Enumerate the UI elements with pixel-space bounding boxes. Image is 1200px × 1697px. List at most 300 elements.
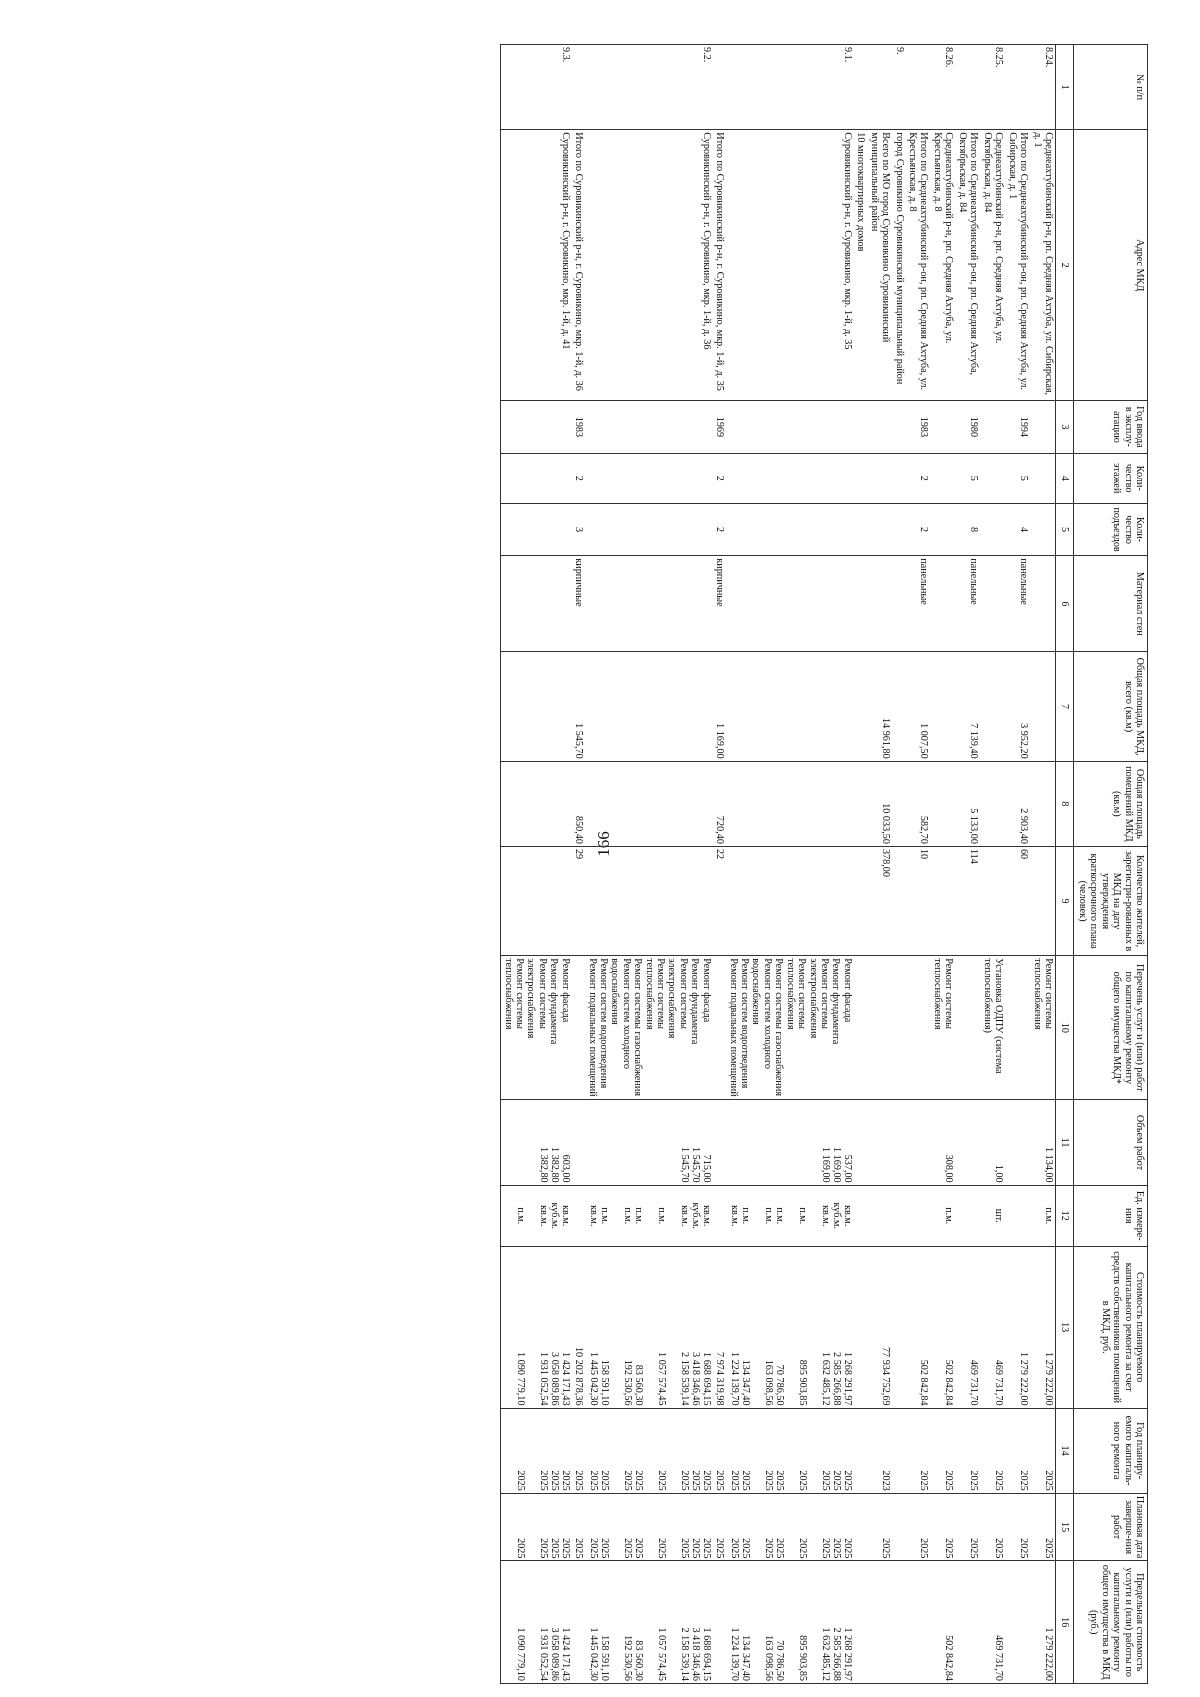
entrances: 2 <box>713 503 726 555</box>
table-row <box>955 45 980 1684</box>
end-date-cell <box>1030 1493 1056 1561</box>
premises-area <box>930 761 955 846</box>
unit: шт. <box>993 1208 1005 1223</box>
unit: п.м. <box>632 1207 644 1225</box>
planned-cost: 192 530,56 <box>621 1359 633 1406</box>
wall-material <box>867 556 892 652</box>
unit-cell <box>1030 1185 1056 1246</box>
end-date: 2025 <box>830 1538 842 1559</box>
planned-cost: 70 786,50 <box>773 1364 785 1406</box>
column-header: Материал стен <box>1074 556 1148 652</box>
plan-year: 2025 <box>830 1470 842 1491</box>
floors: 2 <box>713 453 726 503</box>
table-row <box>867 45 892 1684</box>
residents <box>930 846 955 955</box>
planned-cost-cell <box>980 1246 1005 1408</box>
year-built <box>892 401 905 453</box>
unit-cell <box>585 1185 713 1246</box>
max-cost-cell <box>892 1561 905 1684</box>
planned-cost-cell <box>892 1246 905 1408</box>
premises-area: 5 133,00 <box>955 761 980 846</box>
work-volume <box>633 1102 644 1182</box>
max-cost: 469 731,70 <box>993 1635 1005 1681</box>
unit: п.м. <box>739 1207 751 1225</box>
plan-year: 2025 <box>714 1470 726 1491</box>
column-header: № п/п <box>1074 45 1148 130</box>
end-date: 2025 <box>918 1538 930 1559</box>
repair-plan-table <box>500 44 1148 1684</box>
wall-material: кирпичные <box>713 556 726 652</box>
row-number <box>906 45 931 130</box>
column-number: 13 <box>1056 1246 1074 1408</box>
plan-year: 2025 <box>537 1470 549 1491</box>
end-date: 2025 <box>943 1538 955 1559</box>
unit: п.м. <box>796 1207 808 1225</box>
planned-cost: 83 560,30 <box>632 1364 644 1406</box>
floors <box>867 453 892 503</box>
plan-year: 2025 <box>773 1470 785 1491</box>
plan-year: 2025 <box>1018 1470 1030 1491</box>
plan-year: 2025 <box>632 1470 644 1491</box>
plan-year: 2025 <box>559 1470 571 1491</box>
wall-material <box>980 556 1005 652</box>
unit-cell <box>713 1185 726 1246</box>
plan-year-cell <box>585 1408 713 1493</box>
work-item: Ремонт системы теплоснабжения <box>784 958 808 1030</box>
unit: кв.м. <box>559 1205 571 1227</box>
work-volume-cell <box>955 1100 980 1185</box>
unit: куб.м. <box>548 1202 560 1229</box>
column-number: 9 <box>1056 846 1074 955</box>
year-built <box>501 401 572 453</box>
max-cost-cell <box>1030 1561 1056 1684</box>
unit-cell <box>867 1185 892 1246</box>
wall-material <box>930 556 955 652</box>
work-volume-cell <box>726 1100 854 1185</box>
address: Итого по Среднеахтубинский р-он, рп. Средняя Ахтуба, Октябрьская, д. 84 <box>955 130 980 401</box>
wall-material <box>585 556 713 652</box>
plan-year-cell <box>1030 1408 1056 1493</box>
end-date-cell <box>713 1493 726 1561</box>
work-volume: 537,00 <box>841 1154 853 1183</box>
planned-cost: 1 224 139,70 <box>728 1352 740 1406</box>
work-volume: 715,00 <box>700 1154 712 1183</box>
table-row <box>892 45 905 1684</box>
wall-material: панельные <box>906 556 931 652</box>
column-number: 5 <box>1056 503 1074 555</box>
end-date: 2025 <box>700 1538 712 1559</box>
plan-year: 2023 <box>880 1470 892 1491</box>
wall-material <box>892 556 905 652</box>
year-built <box>585 401 713 453</box>
work-volume: 1 169,00 <box>830 1146 842 1183</box>
work-item: Установка ОДПУ (система теплоснабжения) <box>981 958 1005 1074</box>
end-date: 2025 <box>655 1538 667 1559</box>
plan-year: 2025 <box>1043 1470 1055 1491</box>
max-cost: 134 347,40 <box>739 1635 751 1681</box>
planned-cost: 1 688 694,15 <box>700 1352 712 1406</box>
end-date-cell <box>726 1493 854 1561</box>
end-date: 2025 <box>968 1538 980 1559</box>
year-built: 1983 <box>572 401 585 453</box>
residents: 60 <box>1005 846 1030 955</box>
plan-year: 2025 <box>700 1470 712 1491</box>
work-volume-cell <box>892 1100 905 1185</box>
end-date: 2025 <box>514 1538 526 1559</box>
planned-cost: 895 903,85 <box>796 1359 808 1406</box>
max-cost-cell <box>726 1561 854 1684</box>
wall-material: панельные <box>1005 556 1030 652</box>
column-number: 2 <box>1056 130 1074 401</box>
work-item: Ремонт подвальных помещений <box>586 958 598 1097</box>
work-item-cell <box>930 956 955 1100</box>
column-header: Объем работ <box>1074 1100 1148 1185</box>
column-number: 10 <box>1056 956 1074 1100</box>
year-built <box>1030 401 1056 453</box>
premises-area <box>585 761 713 846</box>
column-header: Ед. измере-ния <box>1074 1185 1148 1246</box>
max-cost-cell <box>867 1561 892 1684</box>
planned-cost: 3 058 089,86 <box>548 1352 560 1406</box>
end-date-cell <box>854 1493 867 1561</box>
floors: 2 <box>572 453 585 503</box>
table-row <box>1005 45 1030 1684</box>
column-header: Плановая дата заверше-ния работ <box>1074 1493 1148 1561</box>
plan-year: 2025 <box>598 1470 610 1491</box>
table-row <box>854 45 867 1684</box>
planned-cost-cell <box>867 1246 892 1408</box>
max-cost-cell <box>906 1561 931 1684</box>
address: Среднеахтубинский р-н, рп. Средняя Ахтуба, ул. Сибирская, д. 1 <box>1030 130 1056 401</box>
end-date: 2025 <box>598 1538 610 1559</box>
header-number-row <box>1056 45 1074 1684</box>
end-date: 2025 <box>728 1538 740 1559</box>
unit-cell <box>501 1185 572 1246</box>
work-volume-cell <box>1005 1100 1030 1185</box>
year-built <box>726 401 854 453</box>
unit: кв.м. <box>819 1205 831 1227</box>
planned-cost-cell <box>501 1246 572 1408</box>
work-item: Ремонт системы электроснабжения <box>525 958 548 1039</box>
max-cost: 1 090 779,10 <box>514 1627 526 1681</box>
residents <box>726 846 854 955</box>
column-number: 16 <box>1056 1561 1074 1684</box>
max-cost: 192 530,56 <box>621 1635 633 1681</box>
planned-cost: 469 731,70 <box>993 1359 1005 1406</box>
row-number <box>572 45 585 130</box>
planned-cost: 1 268 291,97 <box>841 1352 853 1406</box>
planned-cost-cell <box>930 1246 955 1408</box>
row-number: 9.1. <box>726 45 854 130</box>
total-area <box>726 652 854 761</box>
total-area <box>1030 652 1056 761</box>
planned-cost: 158 591,10 <box>598 1359 610 1406</box>
end-date: 2025 <box>559 1538 571 1559</box>
header-row <box>1074 45 1148 1684</box>
end-date: 2025 <box>762 1538 774 1559</box>
table-row <box>572 45 585 1684</box>
plan-year: 2025 <box>739 1470 751 1491</box>
work-volume <box>503 1102 526 1182</box>
planned-cost-cell <box>1030 1246 1056 1408</box>
planned-cost: 1 424 171,43 <box>559 1352 571 1406</box>
column-header: Год планиру-емого капиталь-ного ремонта <box>1074 1408 1148 1493</box>
address: Всего по МО город Суровикино Суровикинский муниципальный район <box>867 130 892 401</box>
premises-area: 2 903,40 <box>1005 761 1030 846</box>
work-volume <box>610 1102 633 1182</box>
work-volume-cell <box>585 1100 713 1185</box>
end-date: 2025 <box>880 1538 892 1559</box>
end-date: 2025 <box>819 1538 831 1559</box>
max-cost-cell <box>585 1561 713 1684</box>
planned-cost-cell <box>854 1246 867 1408</box>
max-cost: 3 418 346,46 <box>689 1627 701 1681</box>
end-date: 2025 <box>841 1538 853 1559</box>
unit: кв.м. <box>678 1205 690 1227</box>
total-area <box>930 652 955 761</box>
unit-cell <box>726 1185 854 1246</box>
plan-year-cell <box>930 1408 955 1493</box>
column-header: Год ввода в эксплу-атацию <box>1074 401 1148 453</box>
end-date: 2025 <box>773 1538 785 1559</box>
premises-area: 582,70 <box>906 761 931 846</box>
work-item: Ремонт систем холодного водоснабжения <box>609 958 632 1070</box>
table-row <box>713 45 726 1684</box>
row-number: 8.24. <box>1030 45 1056 130</box>
column-header: Общая площадь МКД, всего (кв.м) <box>1074 652 1148 761</box>
work-item: Ремонт фундамента <box>830 958 842 1045</box>
planned-cost: 1 632 485,12 <box>819 1352 831 1406</box>
planned-cost: 163 098,56 <box>762 1359 774 1406</box>
end-date: 2025 <box>714 1538 726 1559</box>
entrances <box>726 503 854 555</box>
unit-cell <box>930 1185 955 1246</box>
floors <box>892 453 905 503</box>
end-date: 2025 <box>796 1538 808 1559</box>
unit: куб.м. <box>830 1202 842 1229</box>
work-item: Ремонт систем холодного водоснабжения <box>750 958 773 1070</box>
max-cost: 502 842,84 <box>943 1635 955 1681</box>
entrances <box>585 503 713 555</box>
column-number: 6 <box>1056 556 1074 652</box>
column-number: 11 <box>1056 1100 1074 1185</box>
wall-material <box>726 556 854 652</box>
residents <box>892 846 905 955</box>
floors: 5 <box>1005 453 1030 503</box>
entrances <box>1030 503 1056 555</box>
premises-area <box>1030 761 1056 846</box>
plan-year: 2025 <box>993 1470 1005 1491</box>
work-item: Ремонт фасада <box>559 958 571 1023</box>
address: Суровикинский р-н, г. Суровикино, мкр. 1-й, д. 41 <box>501 130 572 401</box>
premises-area <box>980 761 1005 846</box>
unit: кв.м. <box>587 1205 599 1227</box>
work-item-cell <box>713 956 726 1100</box>
total-area <box>501 652 572 761</box>
work-volume: 1 545,70 <box>678 1146 690 1183</box>
residents <box>501 846 572 955</box>
planned-cost: 1 279 222,00 <box>1018 1352 1030 1406</box>
wall-material <box>854 556 867 652</box>
planned-cost-cell <box>572 1246 585 1408</box>
work-item-cell <box>854 956 867 1100</box>
work-volume-cell <box>930 1100 955 1185</box>
row-number: 9.3. <box>501 45 572 130</box>
planned-cost: 1 931 052,54 <box>537 1352 549 1406</box>
work-item: Ремонт системы теплоснабжения <box>502 958 526 1030</box>
planned-cost: 10 202 878,36 <box>573 1346 585 1406</box>
work-volume-cell <box>713 1100 726 1185</box>
planned-cost-cell <box>713 1246 726 1408</box>
work-item: Ремонт подвальных помещений <box>727 958 739 1097</box>
work-item: Ремонт системы теплоснабжения <box>643 958 667 1030</box>
work-volume: 1 382,80 <box>548 1146 560 1183</box>
residents: 114 <box>955 846 980 955</box>
end-date: 2025 <box>587 1538 599 1559</box>
max-cost: 1 424 171,43 <box>559 1627 571 1681</box>
column-number: 15 <box>1056 1493 1074 1561</box>
planned-cost: 502 842,84 <box>918 1359 930 1406</box>
address: Итого по Суровикинский р-н, г. Суровикино, мкр. 1-й, д. 36 <box>572 130 585 401</box>
rotated-table-container <box>50 44 1148 1684</box>
year-built <box>867 401 892 453</box>
planned-cost: 2 585 266,88 <box>830 1352 842 1406</box>
work-item: Ремонт фасада <box>700 958 712 1023</box>
planned-cost: 469 731,70 <box>968 1359 980 1406</box>
premises-area: 850,40 <box>572 761 585 846</box>
plan-year-cell <box>892 1408 905 1493</box>
residents: 10 <box>906 846 931 955</box>
unit-cell <box>955 1185 980 1246</box>
work-item: Ремонт фасада <box>841 958 853 1023</box>
column-number: 1 <box>1056 45 1074 130</box>
column-header: Адрес МКД <box>1074 130 1148 401</box>
column-number: 14 <box>1056 1408 1074 1493</box>
work-volume <box>785 1102 808 1182</box>
year-built <box>854 401 867 453</box>
end-date: 2025 <box>548 1538 560 1559</box>
plan-year: 2025 <box>548 1470 560 1491</box>
planned-cost: 1 090 779,10 <box>514 1352 526 1406</box>
unit-cell <box>572 1185 585 1246</box>
max-cost: 2 158 539,14 <box>678 1627 690 1681</box>
premises-area: 10 033,50 <box>867 761 892 846</box>
column-number: 7 <box>1056 652 1074 761</box>
max-cost: 1 688 694,15 <box>700 1627 712 1681</box>
work-item-cell <box>867 956 892 1100</box>
work-item: Ремонт фундамента <box>548 958 560 1045</box>
planned-cost-cell <box>906 1246 931 1408</box>
work-volume <box>644 1102 667 1182</box>
floors <box>501 453 572 503</box>
unit-cell <box>980 1185 1005 1246</box>
planned-cost-cell <box>585 1246 713 1408</box>
address: Итого по Суровикинский р-н, г. Суровикино, мкр. 1-й, д. 35 <box>713 130 726 401</box>
work-volume: 1 134,00 <box>1043 1146 1055 1183</box>
planned-cost-cell <box>955 1246 980 1408</box>
planned-cost: 2 158 539,14 <box>678 1352 690 1406</box>
end-date: 2025 <box>993 1538 1005 1559</box>
total-area: 14 961,80 <box>867 652 892 761</box>
address: Суровикинский р-н, г. Суровикино, мкр. 1-й, д. 35 <box>726 130 854 401</box>
row-number: 9. <box>892 45 905 130</box>
work-volume-cell <box>906 1100 931 1185</box>
work-volume: 603,00 <box>559 1154 571 1183</box>
residents: 22 <box>713 846 726 955</box>
end-date: 2025 <box>689 1538 701 1559</box>
plan-year: 2025 <box>796 1470 808 1491</box>
planned-cost: 77 934 752,69 <box>880 1346 892 1406</box>
column-header: Количество жителей, зарегистри-рованных в МКД на дату утверждения краткосрочного плана (человек) <box>1074 846 1148 955</box>
table-row <box>585 45 713 1684</box>
end-date-cell <box>585 1493 713 1561</box>
work-volume-cell <box>572 1100 585 1185</box>
floors <box>980 453 1005 503</box>
floors <box>1030 453 1056 503</box>
plan-year-cell <box>906 1408 931 1493</box>
max-cost-cell <box>955 1561 980 1684</box>
column-header: Общая площадь помещений МКД (кв.м) <box>1074 761 1148 846</box>
entrances: 4 <box>1005 503 1030 555</box>
work-item: Ремонт системы газоснабжения <box>632 958 644 1097</box>
end-date: 2025 <box>1018 1538 1030 1559</box>
max-cost: 83 560,30 <box>632 1640 644 1681</box>
premises-area <box>854 761 867 846</box>
wall-material <box>501 556 572 652</box>
planned-cost: 1 057 574,45 <box>655 1352 667 1406</box>
row-number <box>1005 45 1030 130</box>
plan-year: 2025 <box>819 1470 831 1491</box>
total-area <box>585 652 713 761</box>
work-volume-cell <box>1030 1100 1056 1185</box>
unit-cell <box>892 1185 905 1246</box>
residents <box>1030 846 1056 955</box>
unit: п.м. <box>1043 1207 1055 1225</box>
column-number: 12 <box>1056 1185 1074 1246</box>
unit: п.м. <box>514 1207 526 1225</box>
plan-year-cell <box>713 1408 726 1493</box>
work-item: Ремонт системы электроснабжения <box>666 958 689 1039</box>
total-area <box>854 652 867 761</box>
plan-year-cell <box>501 1408 572 1493</box>
entrances <box>867 503 892 555</box>
row-number <box>867 45 892 130</box>
table-row <box>980 45 1005 1684</box>
column-number: 4 <box>1056 453 1074 503</box>
end-date-cell <box>1005 1493 1030 1561</box>
plan-year-cell <box>955 1408 980 1493</box>
row-number <box>713 45 726 130</box>
column-header: Коли-чество этажей <box>1074 453 1148 503</box>
planned-cost: 1 279 222,00 <box>1043 1352 1055 1406</box>
unit: кв.м. <box>537 1205 549 1227</box>
wall-material: кирпичные <box>572 556 585 652</box>
work-volume <box>588 1102 599 1182</box>
year-built: 1969 <box>713 401 726 453</box>
end-date: 2025 <box>739 1538 751 1559</box>
floors <box>854 453 867 503</box>
end-date: 2025 <box>1043 1538 1055 1559</box>
plan-year-cell <box>1005 1408 1030 1493</box>
plan-year: 2025 <box>968 1470 980 1491</box>
total-area: 1 169,00 <box>713 652 726 761</box>
end-date-cell <box>501 1493 572 1561</box>
row-number: 8.26. <box>930 45 955 130</box>
end-date-cell <box>867 1493 892 1561</box>
total-area: 1 007,50 <box>906 652 931 761</box>
entrances <box>501 503 572 555</box>
table-row <box>726 45 854 1684</box>
